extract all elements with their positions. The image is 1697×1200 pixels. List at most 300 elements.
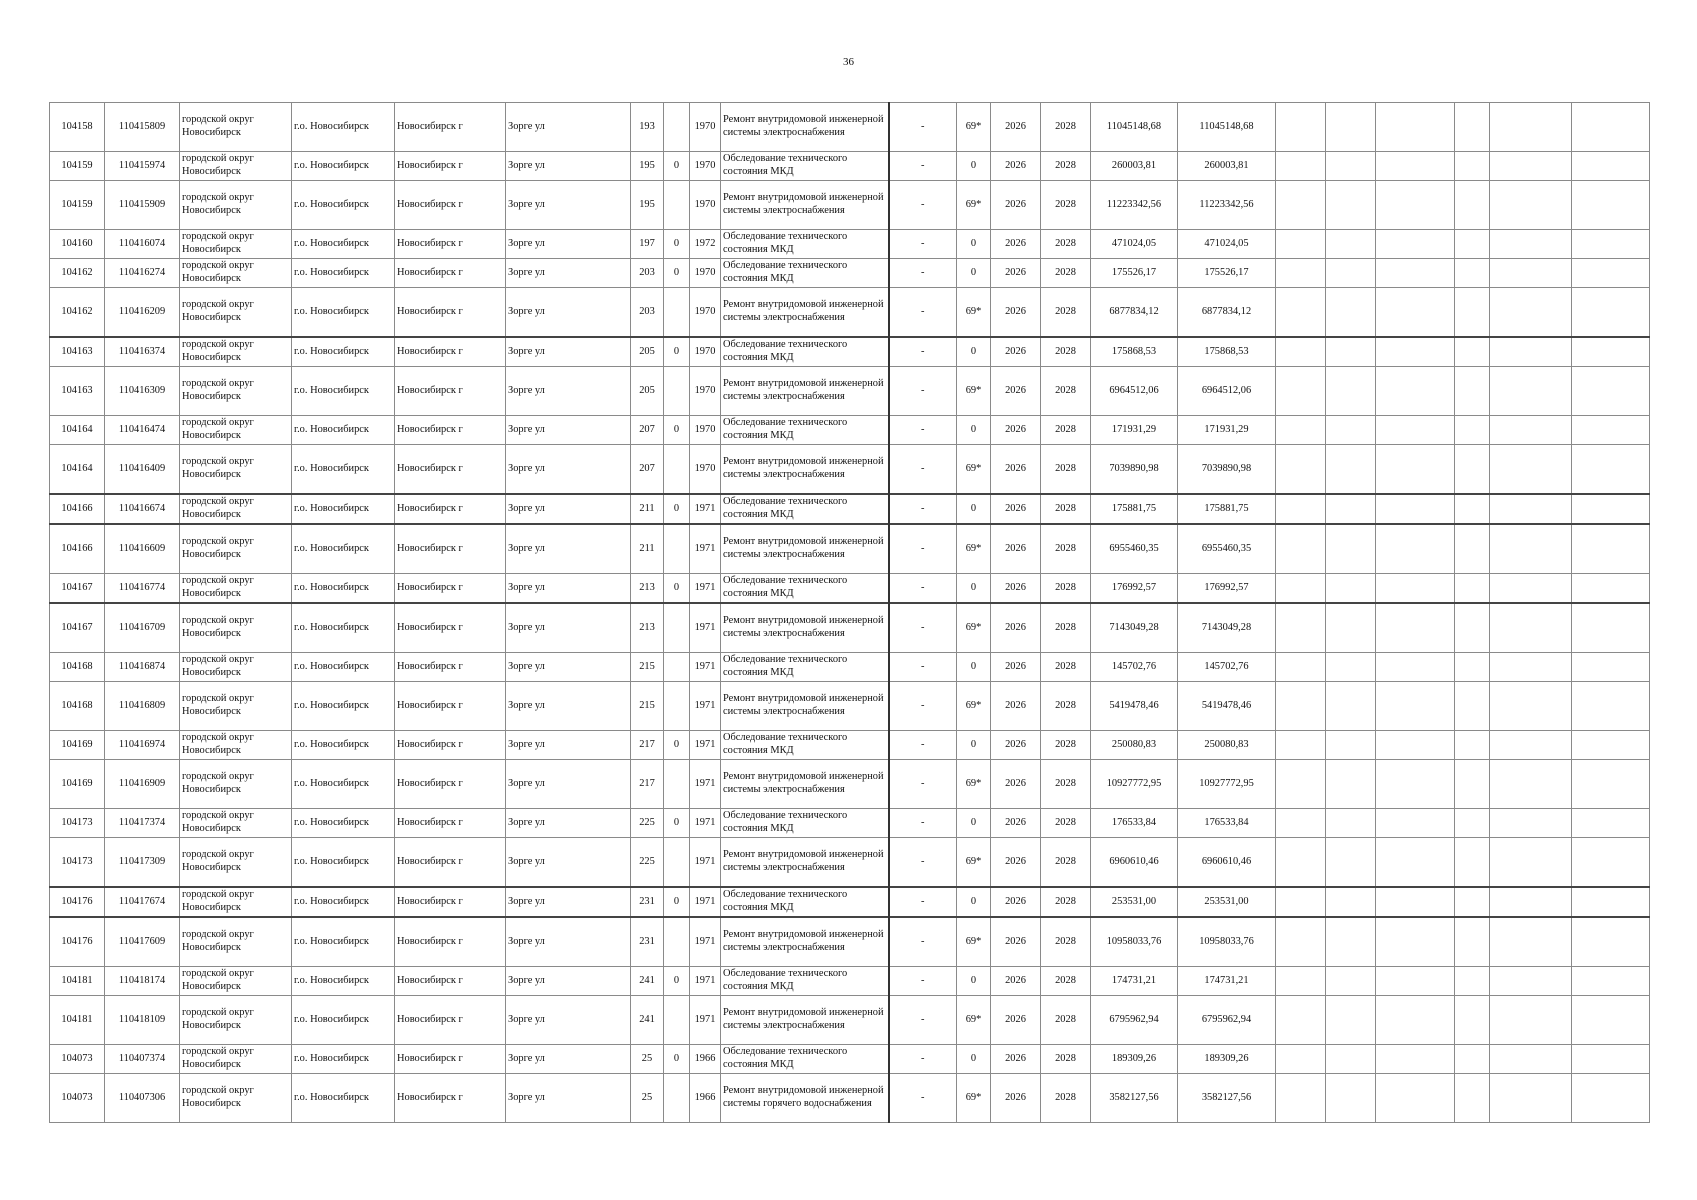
cell-street: Зорге ул [506, 917, 631, 967]
cell-empty [1326, 603, 1376, 653]
cell-empty [1276, 682, 1326, 731]
cell-id: 104166 [50, 494, 105, 524]
cell-street: Зорге ул [506, 967, 631, 996]
cell-empty [1276, 1045, 1326, 1074]
cell-cost1: 11045148,68 [1091, 103, 1178, 152]
cell-empty [1572, 603, 1650, 653]
cell-cost1: 260003,81 [1091, 152, 1178, 181]
table-row [50, 181, 1650, 230]
cell-empty [1490, 682, 1572, 731]
cell-cost1: 6960610,46 [1091, 838, 1178, 888]
cell-cost1: 176992,57 [1091, 574, 1178, 604]
cell-empty [1490, 967, 1572, 996]
cell-empty [1572, 838, 1650, 888]
cell-year-from: 2026 [991, 653, 1041, 682]
cell-empty [1376, 887, 1455, 917]
cell-dash: - [889, 337, 957, 367]
cell-id: 104158 [50, 103, 105, 152]
cell-year-from: 2026 [991, 524, 1041, 574]
cell-id: 104176 [50, 887, 105, 917]
cell-cost2: 5419478,46 [1178, 682, 1276, 731]
cell-empty [1276, 103, 1326, 152]
cell-district: городской округ Новосибирск [180, 967, 292, 996]
cell-empty [1490, 152, 1572, 181]
cell-house: 217 [631, 731, 664, 760]
cell-dash: - [889, 682, 957, 731]
cell-param: 69* [957, 181, 991, 230]
cell-cost1: 171931,29 [1091, 416, 1178, 445]
cell-year: 1971 [690, 917, 721, 967]
cell-cost2: 174731,21 [1178, 967, 1276, 996]
cell-district: городской округ Новосибирск [180, 838, 292, 888]
cell-city: Новосибирск г [395, 967, 506, 996]
cell-municipality: г.о. Новосибирск [292, 1045, 395, 1074]
cell-empty [1276, 494, 1326, 524]
cell-cost2: 175881,75 [1178, 494, 1276, 524]
cell-year-from: 2026 [991, 603, 1041, 653]
cell-work: Обследование технического состояния МКД [721, 967, 889, 996]
cell-param: 69* [957, 603, 991, 653]
cell-code: 110416974 [105, 731, 180, 760]
cell-corp [664, 838, 690, 888]
cell-work: Ремонт внутридомовой инженерной системы электроснабжения [721, 917, 889, 967]
cell-cost2: 6877834,12 [1178, 288, 1276, 338]
cell-empty [1376, 838, 1455, 888]
cell-empty [1376, 367, 1455, 416]
cell-cost1: 5419478,46 [1091, 682, 1178, 731]
cell-empty [1455, 682, 1490, 731]
capital-repair-table [49, 102, 1650, 1123]
cell-code: 110416609 [105, 524, 180, 574]
cell-code: 110416774 [105, 574, 180, 604]
cell-municipality: г.о. Новосибирск [292, 445, 395, 495]
cell-empty [1326, 524, 1376, 574]
cell-empty [1490, 917, 1572, 967]
cell-district: городской округ Новосибирск [180, 337, 292, 367]
cell-municipality: г.о. Новосибирск [292, 416, 395, 445]
cell-dash: - [889, 603, 957, 653]
cell-id: 104169 [50, 731, 105, 760]
cell-cost2: 189309,26 [1178, 1045, 1276, 1074]
cell-empty [1455, 367, 1490, 416]
cell-cost1: 175526,17 [1091, 259, 1178, 288]
cell-municipality: г.о. Новосибирск [292, 288, 395, 338]
cell-cost2: 10927772,95 [1178, 760, 1276, 809]
cell-empty [1572, 967, 1650, 996]
cell-dash: - [889, 1074, 957, 1123]
cell-empty [1276, 181, 1326, 230]
cell-param: 0 [957, 230, 991, 259]
cell-id: 104164 [50, 416, 105, 445]
cell-empty [1276, 259, 1326, 288]
cell-empty [1572, 367, 1650, 416]
cell-code: 110416209 [105, 288, 180, 338]
cell-empty [1376, 1045, 1455, 1074]
cell-empty [1572, 445, 1650, 495]
cell-corp: 0 [664, 152, 690, 181]
cell-corp [664, 367, 690, 416]
cell-district: городской округ Новосибирск [180, 917, 292, 967]
cell-corp [664, 996, 690, 1045]
cell-corp [664, 682, 690, 731]
cell-work: Обследование технического состояния МКД [721, 653, 889, 682]
table-row [50, 967, 1650, 996]
table-row [50, 1045, 1650, 1074]
cell-empty [1326, 682, 1376, 731]
cell-empty [1572, 1074, 1650, 1123]
cell-municipality: г.о. Новосибирск [292, 152, 395, 181]
cell-cost1: 176533,84 [1091, 809, 1178, 838]
cell-empty [1376, 103, 1455, 152]
cell-empty [1455, 230, 1490, 259]
cell-empty [1572, 230, 1650, 259]
cell-year-from: 2026 [991, 181, 1041, 230]
cell-house: 215 [631, 682, 664, 731]
cell-param: 0 [957, 809, 991, 838]
cell-district: городской округ Новосибирск [180, 603, 292, 653]
cell-year: 1971 [690, 809, 721, 838]
cell-corp: 0 [664, 731, 690, 760]
cell-municipality: г.о. Новосибирск [292, 603, 395, 653]
cell-house: 217 [631, 760, 664, 809]
cell-city: Новосибирск г [395, 731, 506, 760]
cell-year: 1971 [690, 760, 721, 809]
cell-municipality: г.о. Новосибирск [292, 838, 395, 888]
cell-cost1: 175881,75 [1091, 494, 1178, 524]
cell-cost1: 10958033,76 [1091, 917, 1178, 967]
cell-street: Зорге ул [506, 760, 631, 809]
cell-corp [664, 288, 690, 338]
cell-work: Ремонт внутридомовой инженерной системы электроснабжения [721, 682, 889, 731]
cell-district: городской округ Новосибирск [180, 367, 292, 416]
cell-district: городской округ Новосибирск [180, 809, 292, 838]
cell-year: 1971 [690, 603, 721, 653]
cell-empty [1326, 809, 1376, 838]
cell-cost2: 145702,76 [1178, 653, 1276, 682]
cell-year-to: 2028 [1041, 653, 1091, 682]
cell-house: 231 [631, 917, 664, 967]
cell-empty [1326, 967, 1376, 996]
cell-city: Новосибирск г [395, 1045, 506, 1074]
cell-empty [1276, 731, 1326, 760]
cell-cost2: 10958033,76 [1178, 917, 1276, 967]
cell-id: 104073 [50, 1045, 105, 1074]
cell-cost1: 145702,76 [1091, 653, 1178, 682]
cell-year: 1971 [690, 996, 721, 1045]
cell-empty [1490, 1074, 1572, 1123]
cell-empty [1326, 288, 1376, 338]
cell-empty [1376, 152, 1455, 181]
cell-empty [1326, 416, 1376, 445]
cell-work: Обследование технического состояния МКД [721, 494, 889, 524]
cell-corp [664, 653, 690, 682]
cell-empty [1326, 152, 1376, 181]
cell-year-to: 2028 [1041, 259, 1091, 288]
cell-empty [1326, 494, 1376, 524]
cell-empty [1490, 367, 1572, 416]
cell-param: 69* [957, 524, 991, 574]
cell-year-to: 2028 [1041, 760, 1091, 809]
cell-corp: 0 [664, 967, 690, 996]
cell-street: Зорге ул [506, 445, 631, 495]
cell-district: городской округ Новосибирск [180, 574, 292, 604]
cell-cost1: 250080,83 [1091, 731, 1178, 760]
cell-empty [1326, 259, 1376, 288]
cell-work: Обследование технического состояния МКД [721, 152, 889, 181]
cell-cost1: 6955460,35 [1091, 524, 1178, 574]
cell-work: Обследование технического состояния МКД [721, 416, 889, 445]
cell-empty [1276, 917, 1326, 967]
cell-id: 104173 [50, 809, 105, 838]
cell-cost2: 253531,00 [1178, 887, 1276, 917]
cell-year: 1972 [690, 230, 721, 259]
table-row [50, 230, 1650, 259]
cell-year-from: 2026 [991, 996, 1041, 1045]
cell-street: Зорге ул [506, 809, 631, 838]
cell-municipality: г.о. Новосибирск [292, 230, 395, 259]
cell-empty [1276, 603, 1326, 653]
cell-city: Новосибирск г [395, 574, 506, 604]
table-row [50, 367, 1650, 416]
cell-empty [1455, 416, 1490, 445]
cell-empty [1572, 887, 1650, 917]
cell-municipality: г.о. Новосибирск [292, 653, 395, 682]
cell-year: 1970 [690, 416, 721, 445]
cell-city: Новосибирск г [395, 288, 506, 338]
cell-empty [1490, 259, 1572, 288]
cell-empty [1376, 445, 1455, 495]
cell-code: 110416874 [105, 653, 180, 682]
cell-empty [1326, 653, 1376, 682]
cell-year-from: 2026 [991, 731, 1041, 760]
cell-year: 1970 [690, 103, 721, 152]
cell-house: 25 [631, 1074, 664, 1123]
cell-district: городской округ Новосибирск [180, 524, 292, 574]
cell-id: 104173 [50, 838, 105, 888]
table-row [50, 838, 1650, 888]
cell-street: Зорге ул [506, 682, 631, 731]
cell-empty [1490, 445, 1572, 495]
cell-empty [1490, 1045, 1572, 1074]
table-row [50, 653, 1650, 682]
cell-param: 69* [957, 1074, 991, 1123]
cell-empty [1276, 152, 1326, 181]
cell-empty [1455, 1045, 1490, 1074]
cell-param: 0 [957, 574, 991, 604]
cell-dash: - [889, 731, 957, 760]
cell-year: 1971 [690, 653, 721, 682]
cell-cost1: 7039890,98 [1091, 445, 1178, 495]
cell-district: городской округ Новосибирск [180, 1074, 292, 1123]
cell-work: Обследование технического состояния МКД [721, 731, 889, 760]
cell-param: 0 [957, 259, 991, 288]
table-row [50, 887, 1650, 917]
table-row [50, 574, 1650, 604]
cell-empty [1326, 103, 1376, 152]
cell-street: Зорге ул [506, 416, 631, 445]
cell-year: 1970 [690, 445, 721, 495]
cell-year-from: 2026 [991, 445, 1041, 495]
cell-id: 104169 [50, 760, 105, 809]
cell-cost1: 6877834,12 [1091, 288, 1178, 338]
cell-year: 1970 [690, 367, 721, 416]
cell-code: 110407374 [105, 1045, 180, 1074]
page-number: 36 [843, 56, 854, 68]
cell-empty [1376, 1074, 1455, 1123]
cell-param: 69* [957, 760, 991, 809]
cell-house: 241 [631, 967, 664, 996]
cell-year-from: 2026 [991, 494, 1041, 524]
cell-street: Зорге ул [506, 887, 631, 917]
cell-year-from: 2026 [991, 809, 1041, 838]
cell-dash: - [889, 152, 957, 181]
cell-param: 69* [957, 917, 991, 967]
cell-empty [1490, 603, 1572, 653]
cell-work: Обследование технического состояния МКД [721, 809, 889, 838]
cell-year-to: 2028 [1041, 337, 1091, 367]
cell-year-from: 2026 [991, 288, 1041, 338]
cell-corp [664, 524, 690, 574]
cell-cost1: 471024,05 [1091, 230, 1178, 259]
cell-corp [664, 181, 690, 230]
table-row [50, 1074, 1650, 1123]
cell-municipality: г.о. Новосибирск [292, 494, 395, 524]
cell-city: Новосибирск г [395, 445, 506, 495]
cell-empty [1326, 1074, 1376, 1123]
cell-empty [1376, 230, 1455, 259]
cell-work: Ремонт внутридомовой инженерной системы электроснабжения [721, 760, 889, 809]
cell-cost2: 176992,57 [1178, 574, 1276, 604]
cell-code: 110417674 [105, 887, 180, 917]
cell-empty [1490, 288, 1572, 338]
cell-empty [1276, 653, 1326, 682]
cell-dash: - [889, 230, 957, 259]
cell-dash: - [889, 445, 957, 495]
cell-empty [1572, 809, 1650, 838]
cell-year: 1971 [690, 731, 721, 760]
cell-corp: 0 [664, 230, 690, 259]
cell-year-to: 2028 [1041, 494, 1091, 524]
cell-corp [664, 445, 690, 495]
cell-city: Новосибирск г [395, 230, 506, 259]
cell-code: 110416809 [105, 682, 180, 731]
cell-municipality: г.о. Новосибирск [292, 181, 395, 230]
cell-id: 104181 [50, 996, 105, 1045]
cell-empty [1490, 731, 1572, 760]
cell-empty [1455, 574, 1490, 604]
cell-year-from: 2026 [991, 574, 1041, 604]
cell-year: 1970 [690, 181, 721, 230]
table-row [50, 152, 1650, 181]
cell-empty [1376, 288, 1455, 338]
cell-work: Ремонт внутридомовой инженерной системы электроснабжения [721, 367, 889, 416]
cell-empty [1490, 181, 1572, 230]
cell-street: Зорге ул [506, 1045, 631, 1074]
cell-empty [1572, 288, 1650, 338]
cell-empty [1572, 682, 1650, 731]
cell-empty [1455, 887, 1490, 917]
cell-empty [1490, 760, 1572, 809]
cell-house: 231 [631, 887, 664, 917]
cell-year-to: 2028 [1041, 731, 1091, 760]
cell-city: Новосибирск г [395, 653, 506, 682]
cell-year-to: 2028 [1041, 445, 1091, 495]
cell-dash: - [889, 367, 957, 416]
cell-work: Ремонт внутридомовой инженерной системы электроснабжения [721, 445, 889, 495]
cell-house: 213 [631, 574, 664, 604]
cell-empty [1455, 917, 1490, 967]
cell-house: 213 [631, 603, 664, 653]
cell-municipality: г.о. Новосибирск [292, 367, 395, 416]
cell-work: Ремонт внутридомовой инженерной системы электроснабжения [721, 603, 889, 653]
cell-empty [1490, 524, 1572, 574]
cell-id: 104159 [50, 152, 105, 181]
cell-municipality: г.о. Новосибирск [292, 524, 395, 574]
cell-cost2: 6955460,35 [1178, 524, 1276, 574]
cell-dash: - [889, 917, 957, 967]
cell-district: городской округ Новосибирск [180, 653, 292, 682]
cell-code: 110416374 [105, 337, 180, 367]
cell-empty [1572, 731, 1650, 760]
cell-code: 110416674 [105, 494, 180, 524]
cell-id: 104159 [50, 181, 105, 230]
cell-house: 207 [631, 416, 664, 445]
cell-empty [1572, 574, 1650, 604]
cell-id: 104160 [50, 230, 105, 259]
cell-param: 0 [957, 653, 991, 682]
cell-year-to: 2028 [1041, 416, 1091, 445]
cell-code: 110417609 [105, 917, 180, 967]
cell-empty [1455, 524, 1490, 574]
cell-empty [1376, 809, 1455, 838]
cell-year: 1971 [690, 967, 721, 996]
cell-cost2: 11045148,68 [1178, 103, 1276, 152]
cell-cost2: 3582127,56 [1178, 1074, 1276, 1123]
cell-house: 195 [631, 181, 664, 230]
table-row [50, 445, 1650, 495]
cell-city: Новосибирск г [395, 367, 506, 416]
table-row [50, 494, 1650, 524]
cell-work: Ремонт внутридомовой инженерной системы электроснабжения [721, 288, 889, 338]
cell-year-to: 2028 [1041, 996, 1091, 1045]
cell-empty [1572, 760, 1650, 809]
cell-street: Зорге ул [506, 1074, 631, 1123]
cell-empty [1276, 230, 1326, 259]
cell-street: Зорге ул [506, 230, 631, 259]
cell-street: Зорге ул [506, 494, 631, 524]
cell-year-to: 2028 [1041, 288, 1091, 338]
cell-year-to: 2028 [1041, 967, 1091, 996]
cell-cost1: 189309,26 [1091, 1045, 1178, 1074]
cell-param: 0 [957, 416, 991, 445]
cell-empty [1572, 259, 1650, 288]
cell-municipality: г.о. Новосибирск [292, 682, 395, 731]
capital-repair-table-sheet [49, 102, 1649, 1123]
cell-cost1: 6964512,06 [1091, 367, 1178, 416]
cell-id: 104167 [50, 603, 105, 653]
cell-street: Зорге ул [506, 996, 631, 1045]
cell-empty [1455, 288, 1490, 338]
cell-year: 1971 [690, 524, 721, 574]
cell-year: 1966 [690, 1045, 721, 1074]
cell-work: Ремонт внутридомовой инженерной системы электроснабжения [721, 524, 889, 574]
cell-municipality: г.о. Новосибирск [292, 917, 395, 967]
table-row [50, 103, 1650, 152]
cell-street: Зорге ул [506, 524, 631, 574]
cell-year-to: 2028 [1041, 1045, 1091, 1074]
cell-empty [1376, 416, 1455, 445]
cell-cost1: 175868,53 [1091, 337, 1178, 367]
